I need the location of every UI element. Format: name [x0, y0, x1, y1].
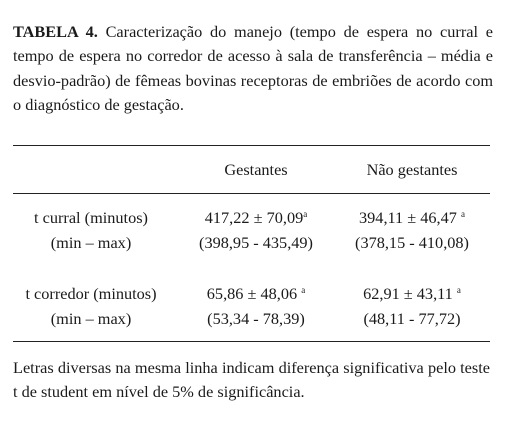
cell-value: 65,86 ± 48,06 — [206, 284, 298, 303]
table-header-rule — [13, 193, 490, 194]
column-header-gestantes: Gestantes — [224, 160, 288, 179]
row-label-min-max: (min – max) — [50, 309, 132, 328]
significance-letter: a — [460, 209, 465, 219]
table-footnote: Letras diversas na mesma linha indicam diferença significativa pelo teste t de student em nível de 5% de significância. — [13, 358, 490, 402]
cell-t-corredor-nao-gestantes — [363, 284, 461, 304]
significance-letter: a — [456, 285, 461, 295]
cell-value: 394,11 ± 46,47 — [359, 208, 457, 227]
table-caption-text: Caracterização do manejo (tempo de espera no curral e tempo de espera no corredor de acesso à sala de transferência – média e desvio-padrão) de fêmeas bovinas receptoras de embriões de acordo com o diagnóstico de gestação. — [13, 22, 493, 114]
cell-range-nao-gestantes: (48,11 - 77,72) — [363, 309, 461, 328]
cell-range-gestantes: (53,34 - 78,39) — [207, 309, 305, 328]
row-label-t-curral: t curral (minutos) — [34, 208, 148, 227]
table-caption-label: TABELA 4. — [13, 22, 98, 41]
row-label-t-corredor: t corredor (minutos) — [25, 284, 157, 303]
table-caption — [13, 20, 493, 117]
table-bottom-rule — [13, 341, 490, 342]
table-top-rule — [13, 145, 490, 146]
cell-t-curral-gestantes — [205, 208, 307, 228]
cell-t-curral-nao-gestantes — [359, 208, 465, 228]
cell-range-nao-gestantes: (378,15 - 410,08) — [355, 233, 469, 252]
significance-letter: a — [301, 285, 306, 295]
cell-value: 417,22 ± 70,09 — [204, 208, 304, 227]
cell-value: 62,91 ± 43,11 — [363, 284, 453, 303]
column-header-nao-gestantes: Não gestantes — [366, 160, 458, 179]
row-label-min-max: (min – max) — [50, 233, 132, 252]
cell-t-corredor-gestantes — [207, 284, 305, 304]
cell-range-gestantes: (398,95 - 435,49) — [199, 233, 313, 252]
significance-letter: a — [303, 209, 308, 219]
